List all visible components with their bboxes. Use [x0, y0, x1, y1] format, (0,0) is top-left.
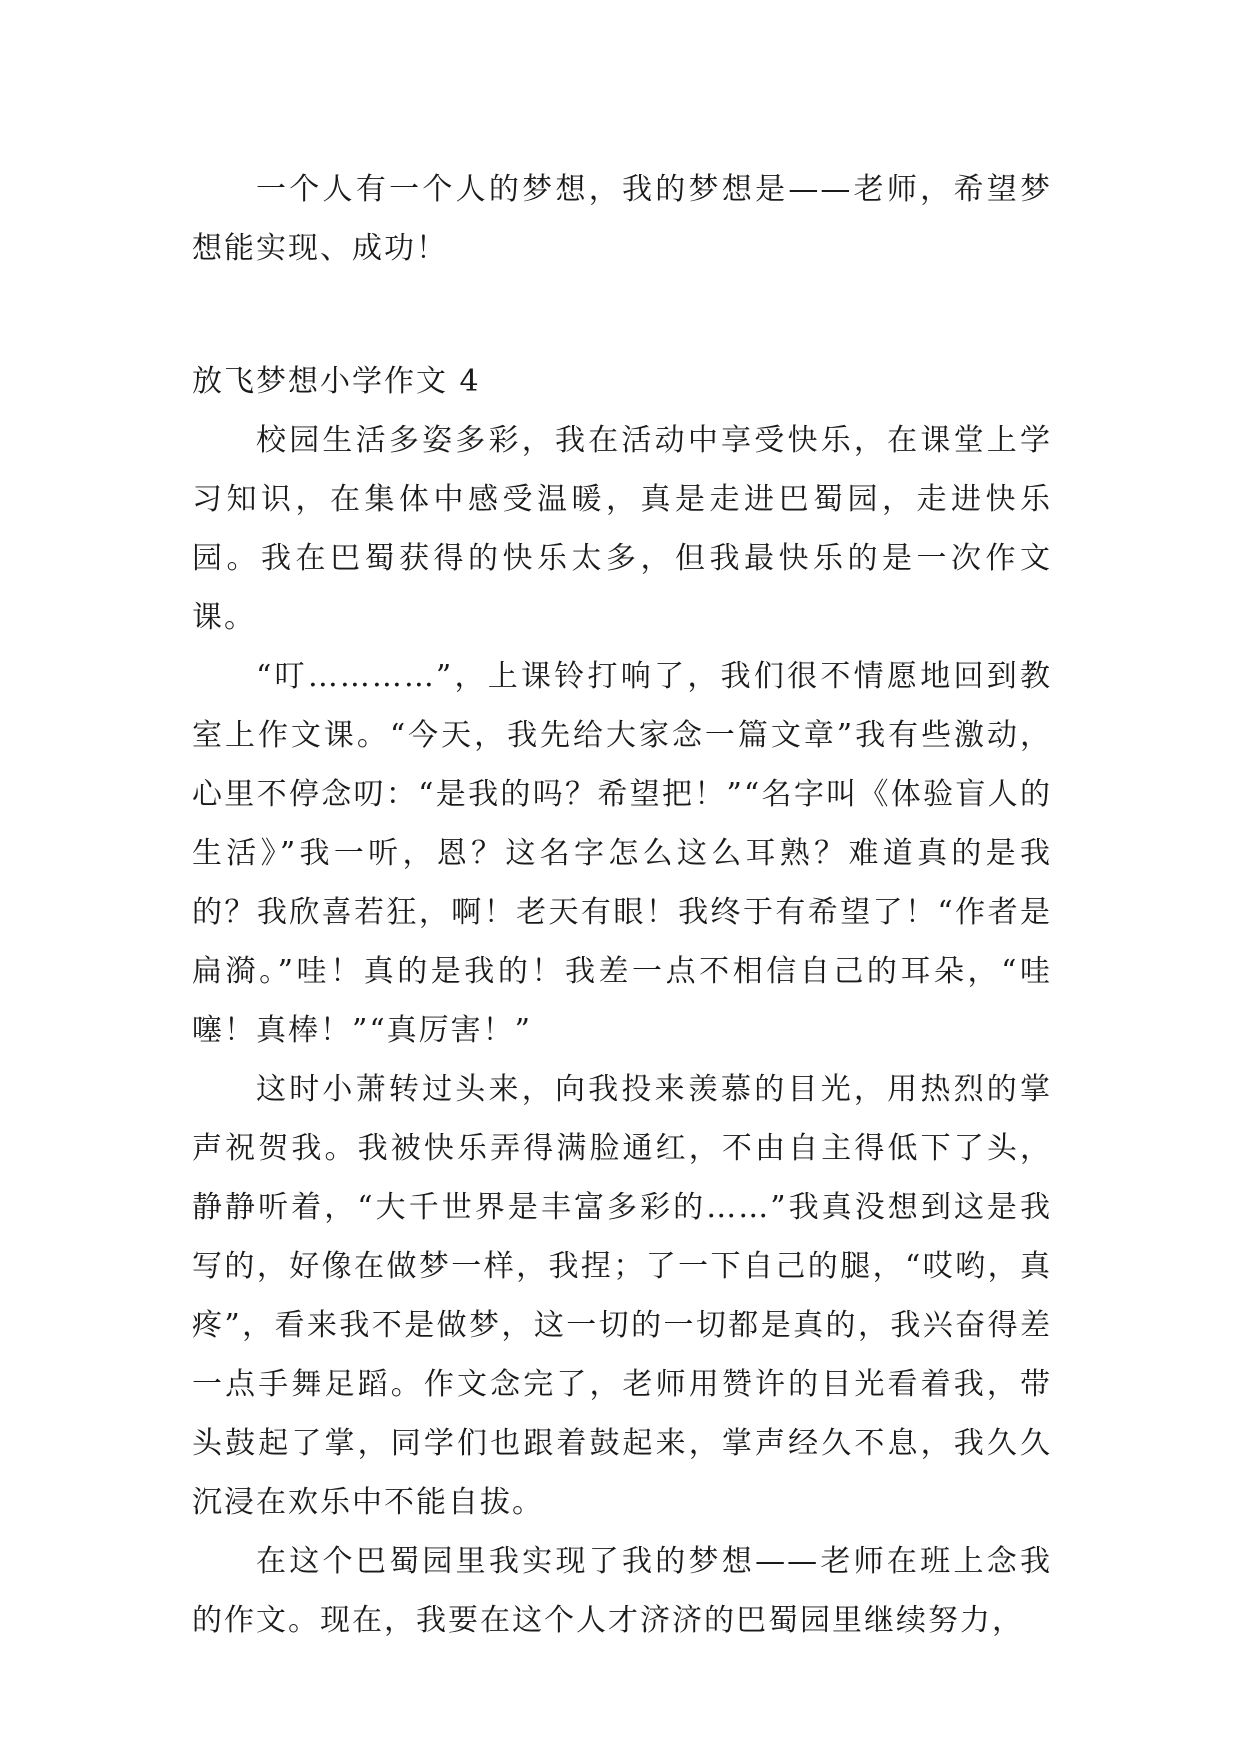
intro-paragraph: 一个人有一个人的梦想，我的梦想是——老师，希望梦想能实现、成功！ — [192, 172, 1052, 266]
paragraph-1: 校园生活多姿多彩，我在活动中享受快乐，在课堂上学习知识，在集体中感受温暖，真是走进巴蜀园，走进快乐园。我在巴蜀获得的快乐太多，但我最快乐的是一次作文课。 — [192, 423, 1052, 635]
paragraph-4: 在这个巴蜀园里我实现了我的梦想——老师在班上念我的作文。现在，我要在这个人才济济的巴蜀园里继续努力， — [192, 1544, 1052, 1638]
paragraph-3: 这时小萧转过头来，向我投来羡慕的目光，用热烈的掌声祝贺我。我被快乐弄得满脸通红，不由自主得低下了头，静静听着，“大千世界是丰富多彩的……”我真没想到这是我写的，好像在做梦一样，我捏；了一下自己的腿，“哎哟，真疼”，看来我不是做梦，这一切的一切都是真的，我兴奋得差一点手舞足蹈。作文念完了，老师用赞许的目光看着我，带头鼓起了掌，同学们也跟着鼓起来，掌声经久不息，我久久沉浸在欢乐中不能自拔。 — [192, 1072, 1052, 1520]
document-body — [192, 160, 1052, 1650]
section-heading: 放飞梦想小学作文 4 — [192, 364, 481, 399]
paragraph-2: “叮…………”，上课铃打响了，我们很不情愿地回到教室上作文课。“今天，我先给大家念一篇文章”我有些激动，心里不停念叨：“是我的吗？希望把！”“名字叫《体验盲人的生活》”我一听，恩？这名字怎么这么耳熟？难道真的是我的？我欣喜若狂，啊！老天有眼！我终于有希望了！“作者是扁漪。”哇！真的是我的！我差一点不相信自己的耳朵，“哇噻！真棒！”“真厉害！” — [192, 659, 1052, 1048]
